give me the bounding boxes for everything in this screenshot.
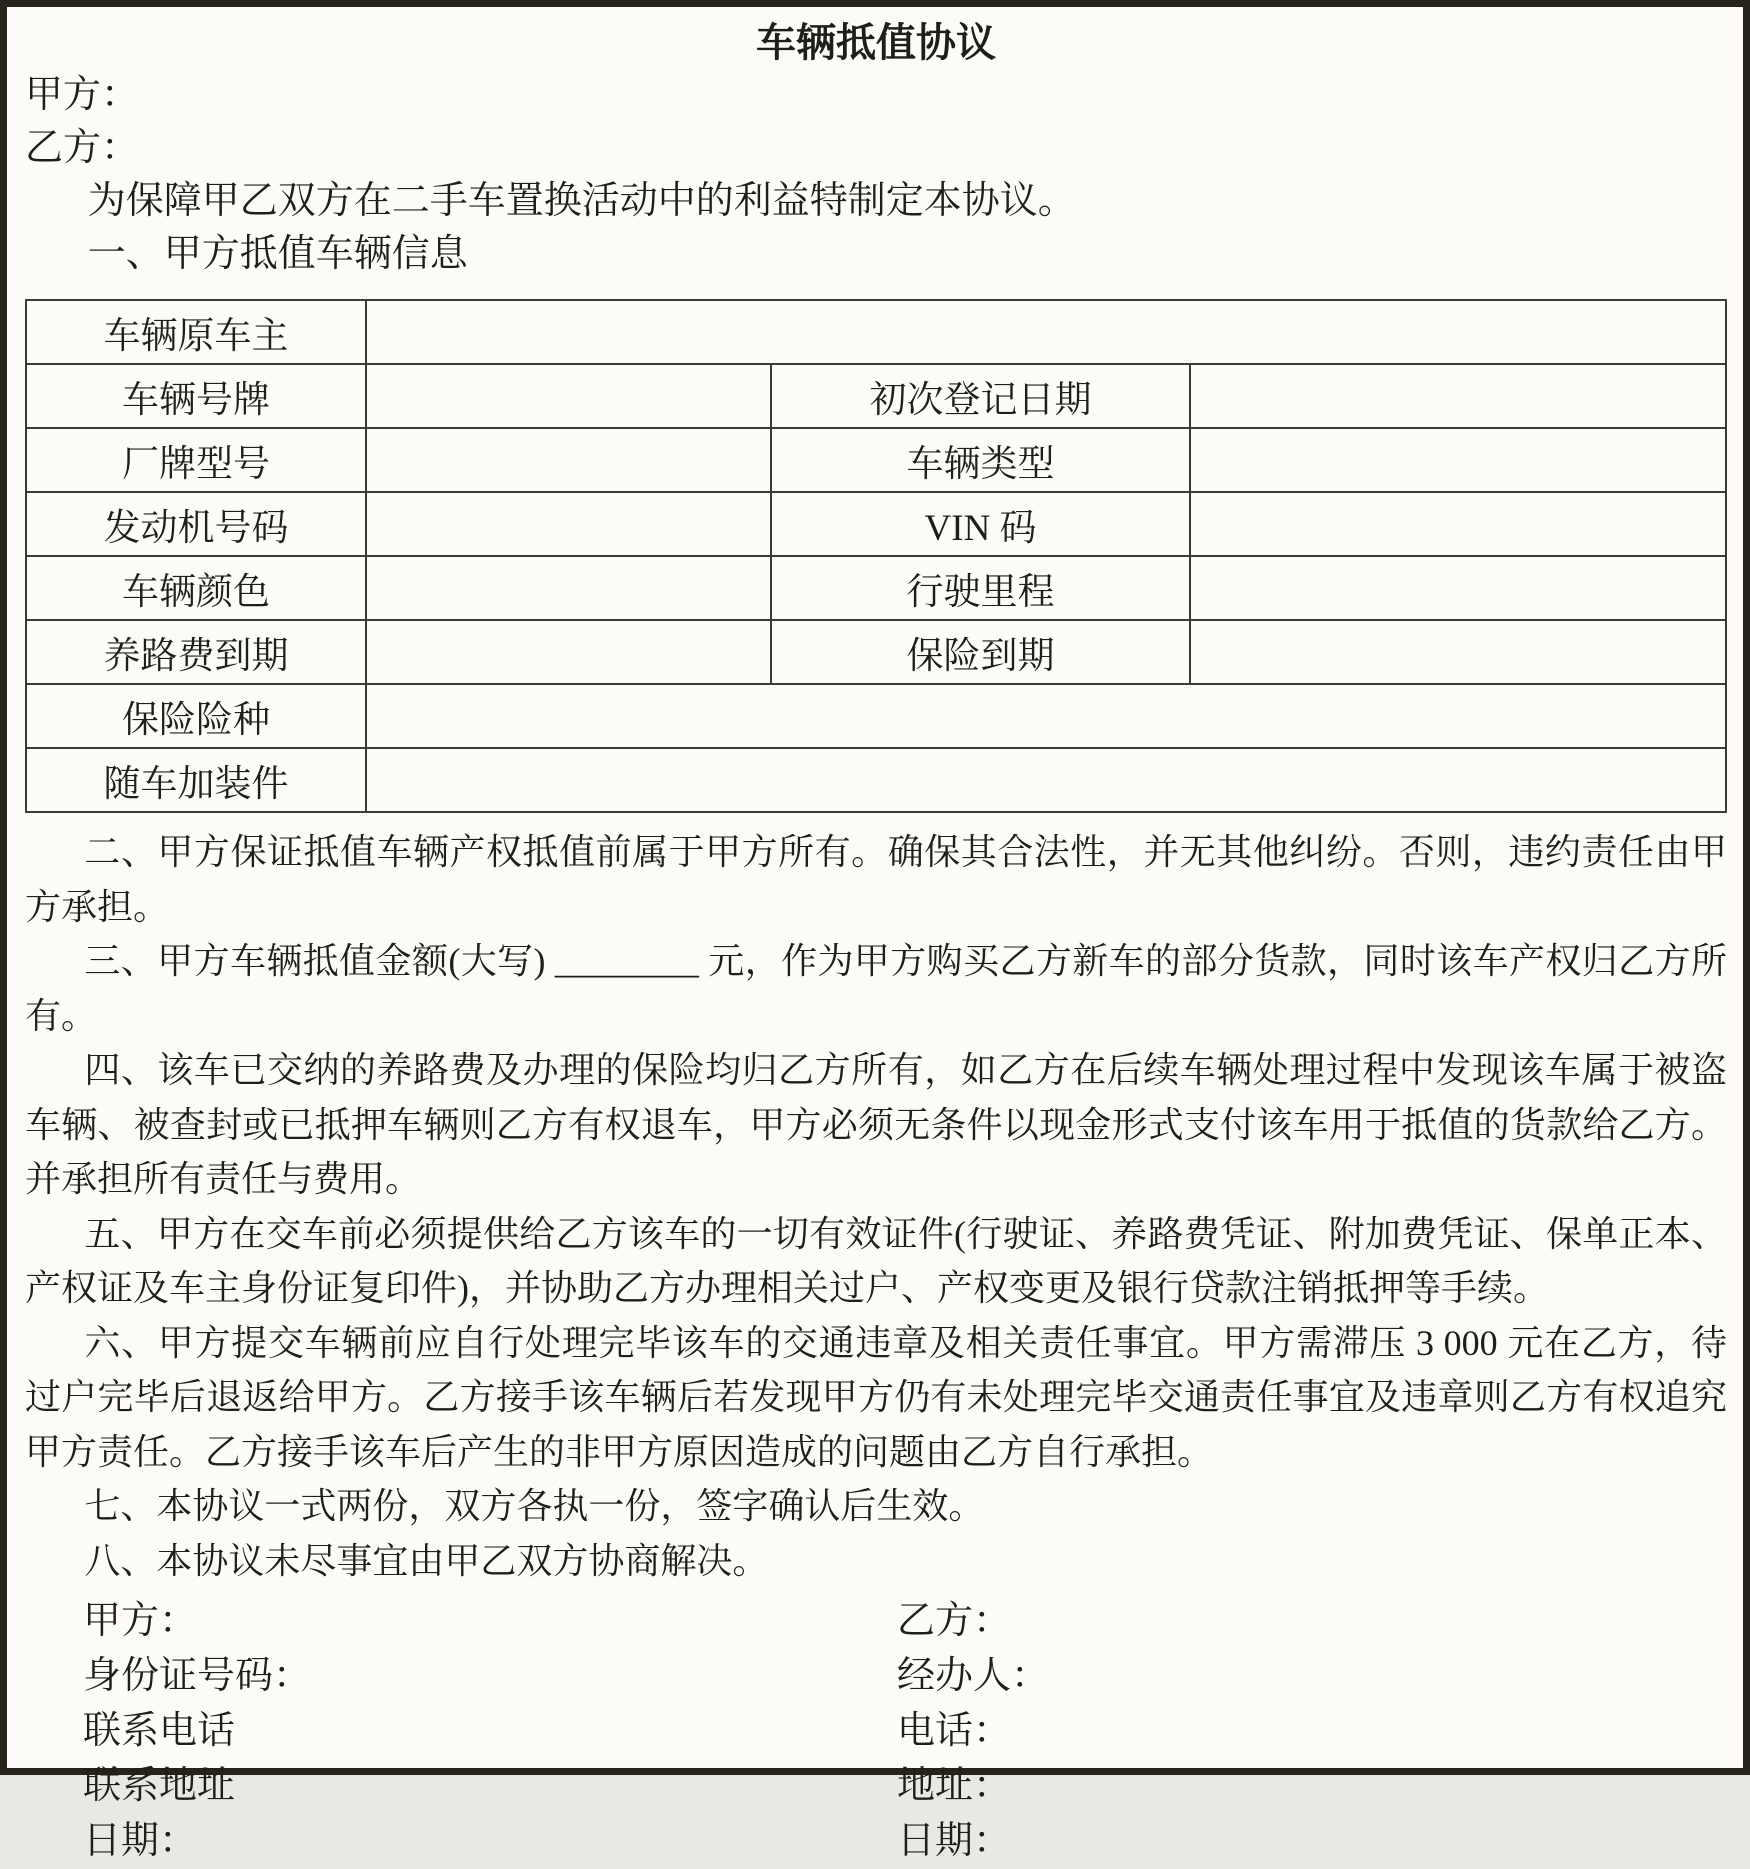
party-a-line: 甲方：	[25, 74, 140, 116]
table-label-cell: 厂牌型号	[26, 428, 366, 492]
table-value-cell	[366, 748, 1726, 812]
signature-right-label: 日期：	[897, 1820, 1012, 1862]
clause-paragraph: 八、本协议未尽事宜由甲乙双方协商解决。	[84, 1540, 769, 1581]
clause-paragraph: 四、该车已交纳的养路费及办理的保险均归乙方所有，如乙方在后续车辆处理过程中发现该车属于被盗车辆、被查封或已抵押车辆则乙方有权退车，甲方必须无条件以现金形式支付该车用于抵值的货款给乙方。并承担所有责任与费用。	[25, 1050, 1727, 1199]
signature-right-label: 地址：	[897, 1765, 1012, 1807]
table-label-cell: 养路费到期	[26, 620, 366, 684]
table-row	[26, 684, 1726, 748]
table-label-cell: 车辆类型	[771, 428, 1191, 492]
section1-heading: 一、甲方抵值车辆信息	[87, 233, 468, 275]
table-label-cell: 保险险种	[26, 684, 366, 748]
table-row	[26, 428, 1726, 492]
signature-right-label: 电话：	[897, 1710, 1012, 1752]
table-value-cell	[366, 556, 771, 620]
table-row	[26, 300, 1726, 364]
vehicle-info-table-body	[26, 300, 1726, 812]
table-label-cell: 初次登记日期	[771, 364, 1191, 428]
table-label-cell: 车辆原车主	[26, 300, 366, 364]
signature-left-label: 日期：	[83, 1820, 198, 1862]
table-label-cell: VIN 码	[771, 492, 1191, 556]
table-value-cell	[366, 620, 771, 684]
table-row	[26, 620, 1726, 684]
table-label-cell: 车辆颜色	[26, 556, 366, 620]
signature-right-label: 经办人：	[897, 1655, 1050, 1697]
signature-block	[25, 1594, 1727, 1869]
table-value-cell	[1190, 620, 1726, 684]
table-row	[26, 556, 1726, 620]
table-row	[26, 492, 1726, 556]
signature-row	[25, 1759, 1727, 1814]
vehicle-info-table	[25, 299, 1727, 813]
table-value-cell	[366, 684, 1726, 748]
table-label-cell: 发动机号码	[26, 492, 366, 556]
clause-paragraph: 六、甲方提交车辆前应自行处理完毕该车的交通违章及相关责任事宜。甲方需滞压 3 000 元在乙方，待过户完毕后退返给甲方。乙方接手该车辆后若发现甲方仍有未处理完毕交通责任事宜及违章则乙方有权追究甲方责任。乙方接手该车后产生的非甲方原因造成的问题由乙方自行承担。	[25, 1322, 1727, 1472]
clause-paragraph: 五、甲方在交车前必须提供给乙方该车的一切有效证件(行驶证、养路费凭证、附加费凭证、保单正本、产权证及车主身份证复印件)，并协助乙方办理相关过户、产权变更及银行贷款注销抵押等手续。	[25, 1213, 1727, 1308]
signature-left-label: 联系地址	[83, 1765, 236, 1807]
table-row	[26, 364, 1726, 428]
table-label-cell: 保险到期	[771, 620, 1191, 684]
signature-left-label: 甲方：	[83, 1600, 198, 1642]
table-value-cell	[1190, 492, 1726, 556]
table-value-cell	[1190, 364, 1726, 428]
table-row	[26, 748, 1726, 812]
table-label-cell: 行驶里程	[771, 556, 1191, 620]
table-value-cell	[366, 428, 771, 492]
table-label-cell: 随车加装件	[26, 748, 366, 812]
signature-right-label: 乙方：	[897, 1600, 1012, 1642]
signature-left-label: 身份证号码：	[83, 1655, 312, 1697]
signature-left-label: 联系电话	[83, 1710, 236, 1752]
table-value-cell	[1190, 428, 1726, 492]
clause-paragraph: 二、甲方保证抵值车辆产权抵值前属于甲方所有。确保其合法性，并无其他纠纷。否则，违约责任由甲方承担。	[25, 832, 1727, 927]
signature-row	[25, 1704, 1727, 1759]
signature-row	[25, 1594, 1727, 1649]
table-value-cell	[1190, 556, 1726, 620]
table-label-cell: 车辆号牌	[26, 364, 366, 428]
clause-paragraph: 三、甲方车辆抵值金额(大写) ________ 元，作为甲方购买乙方新车的部分货款，同时该车产权归乙方所有。	[25, 941, 1727, 1036]
clause-paragraph: 七、本协议一式两份，双方各执一份，签字确认后生效。	[84, 1486, 985, 1526]
signature-row	[25, 1814, 1727, 1869]
clauses-section	[25, 825, 1727, 1588]
table-value-cell	[366, 300, 1726, 364]
intro-paragraph: 为保障甲乙双方在二手车置换活动中的利益特制定本协议。	[87, 180, 1076, 222]
table-value-cell	[366, 364, 771, 428]
signature-row	[25, 1649, 1727, 1704]
document-title: 车辆抵值协议	[756, 21, 996, 65]
table-value-cell	[366, 492, 771, 556]
party-b-line: 乙方：	[25, 127, 140, 169]
